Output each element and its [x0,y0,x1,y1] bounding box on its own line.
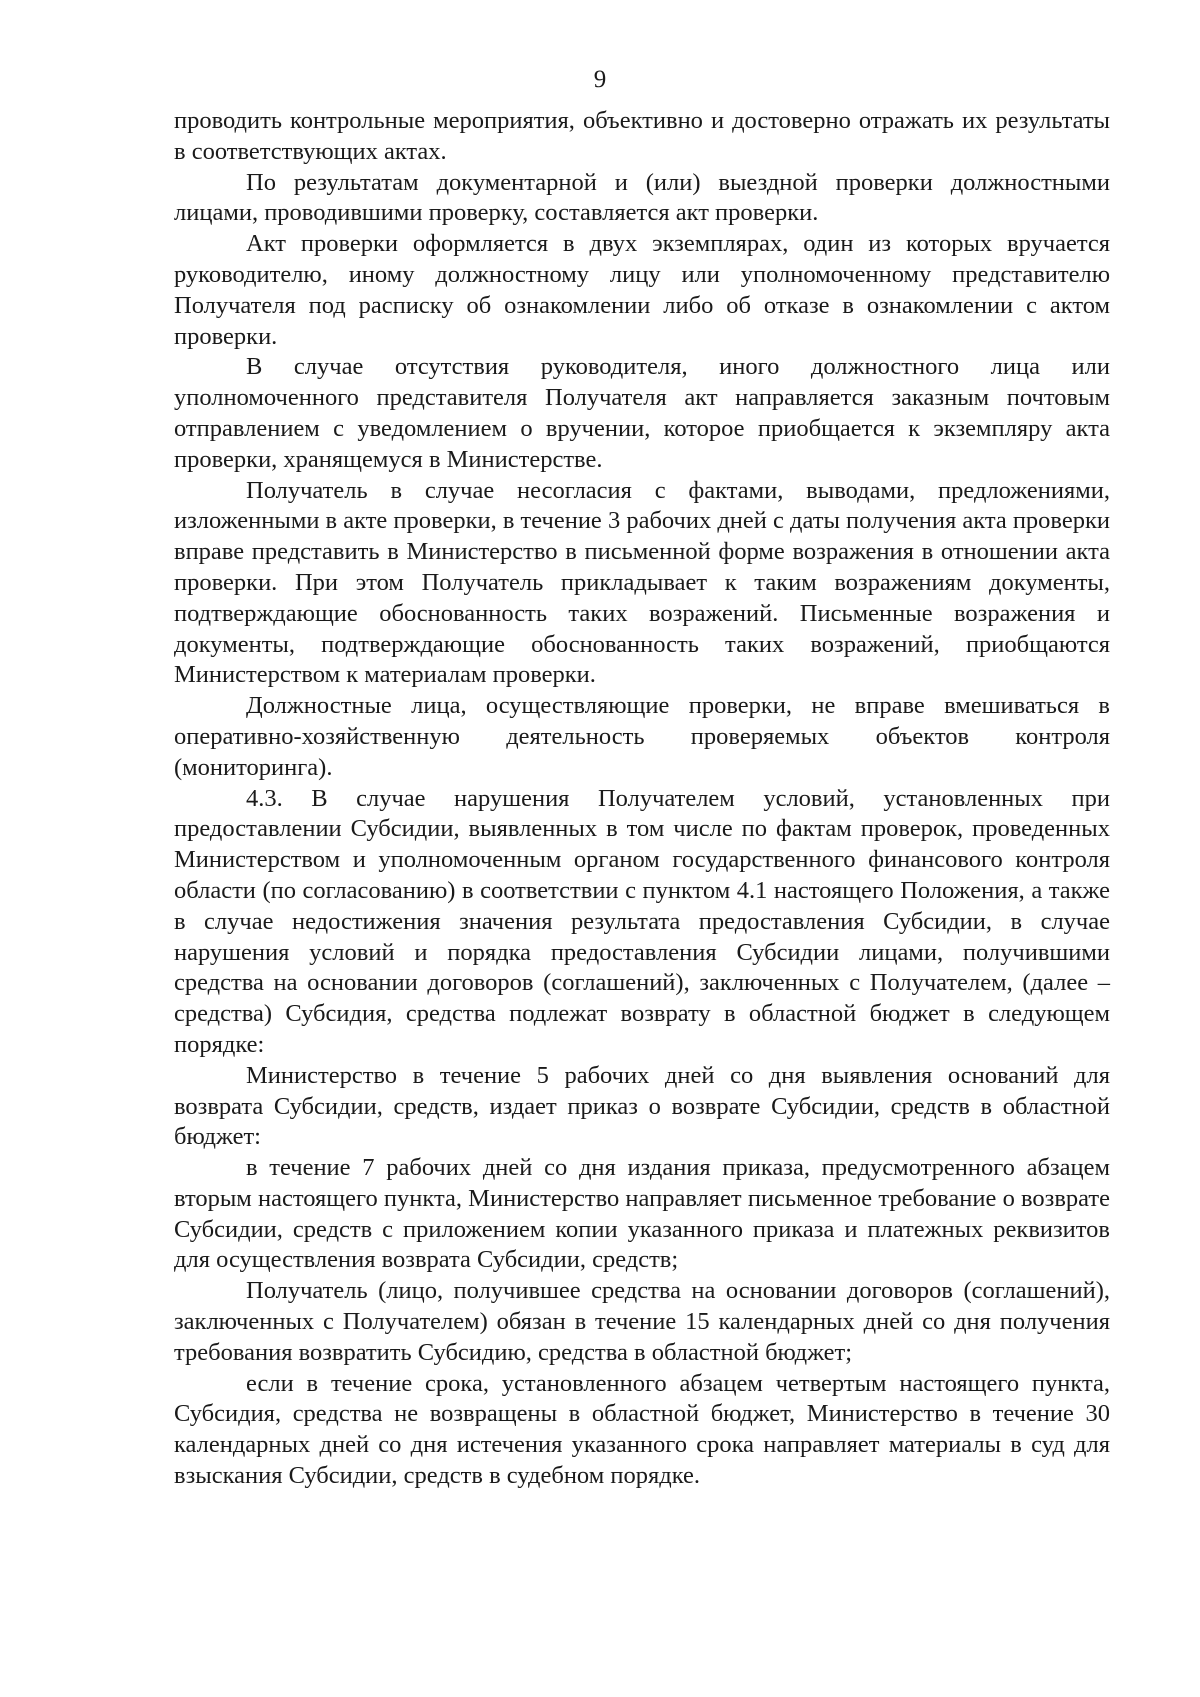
paragraph-2: По результатам документарной и (или) выездной проверки должностными лицами, проводившими проверку, составляется акт проверки. [174,168,1110,227]
paragraph-10: Получатель (лицо, получившее средства на основании договоров (соглашений), заключенных с Получателем) обязан в течение 15 календарных дней со дня получения требования возвратить Субсидию, средства в областной бюджет; [174,1277,1110,1366]
paragraph-1: проводить контрольные мероприятия, объективно и достоверно отражать их результаты в соответствующих актах. [174,107,1110,165]
paragraph-11: если в течение срока, установленного абзацем четвертым настоящего пункта, Субсидия, средства не возвращены в областной бюджет, Министерство в течение 30 календарных дней со дня истечения указанного срока направляет материалы в суд для взыскания Субсидии, средств в судебном порядке. [174,1369,1110,1490]
page-number: 9 [593,66,607,93]
paragraph-3: Акт проверки оформляется в двух экземплярах, один из которых вручается руководителю, иному должностному лицу или уполномоченному представителю Получателя под расписку об ознакомлении либо об отказе в ознакомлении с актом проверки. [174,230,1110,350]
paragraph-6: Должностные лица, осуществляющие проверки, не вправе вмешиваться в оперативно-хозяйственную деятельность проверяемых объектов контроля (мониторинга). [174,692,1110,781]
paragraph-7: 4.3. В случае нарушения Получателем условий, установленных при предоставлении Субсидии, выявленных в том числе по фактам проверок, проведенных Министерством и уполномоченным органом государственного финансового контроля области (по согласованию) в соответствии с пунктом 4.1 настоящего Положения, а также в случае недостижения значения результата предоставления Субсидии, в случае нарушения условий и порядка предоставления Субсидии лицами, получившими средства на основании договоров (соглашений), заключенных с Получателем, (далее – средства) Субсидия, средства подлежат возврату в областной бюджет в следующем порядке: [174,784,1110,1058]
paragraph-9: в течение 7 рабочих дней со дня издания приказа, предусмотренного абзацем вторым настоящего пункта, Министерство направляет письменное требование о возврате Субсидии, средств с приложением копии указанного приказа и платежных реквизитов для осуществления возврата Субсидии, средств; [174,1154,1110,1274]
paragraph-8: Министерство в течение 5 рабочих дней со дня выявления оснований для возврата Субсидии, средств, издает приказ о возврате Субсидии, средств в областной бюджет: [174,1061,1110,1151]
paragraph-5: Получатель в случае несогласия с фактами, выводами, предложениями, изложенными в акте проверки, в течение 3 рабочих дней с даты получения акта проверки вправе представить в Министерство в письменной форме возражения в отношении акта проверки. При этом Получатель прикладывает к таким возражениям документы, подтверждающие обоснованность таких возражений. Письменные возражения и документы, подтверждающие обоснованность таких возражений, приобщаются Министерством к материалам проверки. [174,476,1110,689]
paragraph-4: В случае отсутствия руководителя, иного должностного лица или уполномоченного представителя Получателя акт направляется заказным почтовым отправлением с уведомлением о вручении, которое приобщается к экземпляру акта проверки, хранящемуся в Министерстве. [174,353,1110,473]
document-body [174,106,1110,1492]
